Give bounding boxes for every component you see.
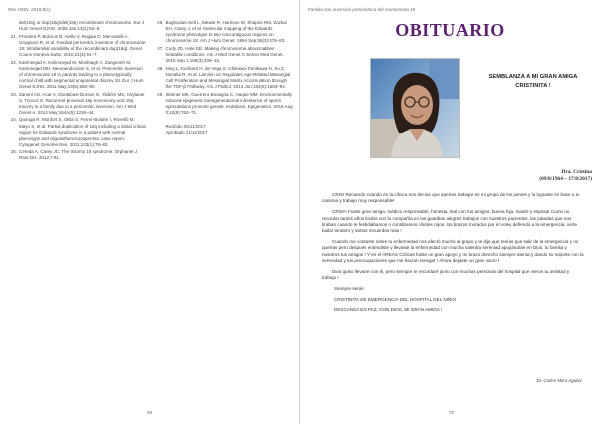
reference-item [8, 60, 147, 90]
reference-text: Prontera P, Bolcinis B, Aiello V, Rogaia D, Mencarelli A, Gruppioni R, et al. Familial pericentric inversion of chromosome 18: Intrafamilial variability of the recombinant dup(18q). Genet Couns Geneva Switz. 2010;21(1):91–7. [19, 33, 146, 57]
reference-item [8, 117, 147, 147]
references-columns [8, 20, 293, 163]
reference-item [8, 149, 147, 161]
received-date: Recibido 06/11/2017 [165, 123, 206, 129]
reference-text: Boghosian-Sell L, Mewar R, Harrison W, Shapiro RM, Zackai EH, Carey J, et al. Molecular mapping of the Edwards syndrome phenotype to two noncontiguous regions on chromosome 18. Am J Hum Genet. 1994 Sep;55(3):476–83. [165, 20, 287, 44]
obituary-body [322, 192, 584, 317]
reference-number [8, 20, 17, 32]
reference-number: 29. [157, 91, 164, 97]
left-page-number: 69 [147, 410, 153, 415]
reference-text: Zanoni AG, Acar A, Durakbasi-Dursun G, Yildirim MS, Ceylaner S, Tuncez E. Recurrent proximal 18p monosomy and 18q trisomy in a family due to a pericentric inversion. Am J Med Genet A. 2014 May;164A(5):1236–44. [19, 91, 145, 115]
reference-number: 22. [10, 59, 17, 65]
reference-number: 23. [10, 91, 17, 97]
reference-item [8, 20, 147, 32]
closing-line: Siempre serás [334, 286, 364, 292]
right-running-head: Familia con inversión pericéntrica del cromosoma 18 [308, 7, 416, 12]
reference-item [8, 92, 147, 116]
accepted-date: Aprobado 21/11/2017 [165, 129, 208, 135]
obituary-title: OBITUARIO [395, 20, 505, 40]
reference-item [155, 46, 294, 64]
reference-text: Cody JD, Hale DE. Making chromosome abnormalities treatable conditions. Am J Med Genet C Semin Med Genet. 2015 Sep 1;169(3):209–15. [165, 45, 284, 64]
body-paragraph: CRIS!!! Fuiste gran amiga, médico responsable, honesta, leal con tus amigos, buena hija, madre y esposa! Como no recordar tantos años lindos con tu compañía en las guardias alegres trabajos con nuestros pacientes, las patadas que nos tiraban cuando te festidiábamos o contábamos chistes rojos, los brazos morados por el voley defiendo a la emergencia, verte bailar tondero y tantos recuerdos más ! [322, 209, 578, 234]
reference-text: Ning L, Kurihara H, de Vega S, Ichikawa-Tomikawa N, Xu Z, Nonaka R, et al. Laminin α1 Regulates Age-Related Mesangial Cell Proliferation and Mesangial Matrix Accumulation through the TGF-β Pathway. Am J Pathol. 2014 Jun;184(6):1683–94. [165, 65, 291, 89]
reference-text: Karimnejad A, Karimnejad M, Moshtagh A, Zangeneh M, Karimnejad MH. Neuroendocrine S, et al. Pericentric inversion of chromosome 18 in parents leading to a phenotypically normal child with segmental uniparental disomy 18. Eur J Hum Genet EJHG. 2011 May;19(5):555–60. [19, 59, 144, 89]
reference-number: 24. [10, 117, 17, 123]
reference-item [155, 20, 294, 44]
references-column-1 [8, 20, 147, 163]
right-page-number: 70 [449, 410, 455, 415]
name-line: Dra. Cristina [561, 169, 592, 175]
reference-number: 27. [157, 45, 164, 51]
reference-text: Skinner MK, Guerrero-Bosagna C, Haque MM. Environmentally induced epigenetic transgenerational inheritance of sperm epimutations promote genetic mutations. Epigenetics. 2015 Aug 3;10(8):762–71. [165, 91, 293, 115]
left-running-head: Rev HSIN. 2018;8(1) [8, 7, 51, 12]
portrait-photo [370, 58, 460, 158]
deceased-name [300, 169, 592, 183]
reference-text: Cereda A, Carey JC. The trisomy 18 syndrome. Orphanet J Rare Dis. 2012;7:81. [19, 149, 137, 161]
closing-line: CRISTINITA DE EMERGENCIA DEL HOSPITAL DEL NIÑO! [334, 296, 457, 302]
reference-number: 26. [157, 20, 164, 25]
body-paragraph: Dios quiso llevarte con él, pero siempre te recordaré junto con muchas personas del hospital que vieron tu amistad y trabajo ! [322, 269, 570, 281]
author-signature: Dr. Carlos Mora Aguilar [536, 378, 582, 383]
reference-item [155, 92, 294, 116]
body-paragraph: CRIS! Recuerdo cuando en la clínica nos decías que querías trabajar en mi grupo de los jueves y lo lograste en base a tu carisma y trabajo muy responsable! [322, 192, 580, 204]
reference-item [8, 34, 147, 58]
reference-number: 25. [10, 149, 17, 155]
reference-number: 28. [157, 65, 164, 71]
reference-number: 21. [10, 33, 17, 39]
article-dates [155, 124, 294, 136]
reference-text: del(18q) or dup(18q)/del(18p) recombinant chromosome. Eur J Hum Genet EJHG. 2005 Jan;13(1):52–8. [19, 20, 145, 32]
obituary-subtitle: SEMBLANZA A MI GRAN AMIGA CRISTINITA ! [488, 74, 578, 89]
reference-item [155, 66, 294, 90]
lifespan-dates: (09/8/1964 – 17/8/2017) [539, 176, 592, 182]
right-page [300, 0, 600, 424]
body-paragraph: Cuando me contaste sobre tu enfermedad nos afectó mucho al grupo y te dije que tenías que salir de la emergencia y no querías pero después entendiste y llevaste la enfermedad con mucha valentía sereniad apoyándote en Dios, tu familia y nosotros tus amigos ! Y en el ÁREAS Críticas fuiste un gran apoyo y mi brazo derecho siempre atenta y dando su soporte con la serenidad y tus preocupaciones que me hacían renegar ! Ahora dejaste un gran vacío ! [322, 239, 584, 263]
reference-text: Quiroga R, Monfort S, Oltra S, Ferrer-Bolufer I, Roselló M, Mayo S, et al. Partial duplication of 18q including a distal critical region for Edwards syndrome in a patient with normal phenotype and oligoasthenozoospermia: case report. Cytogenet Genome Res. 2011;133(1):78–83. [19, 117, 146, 147]
references-column-2 [155, 20, 294, 163]
closing-line: DESCANSA EN PAZ, CON DIOS, MI GRAN AMIGA ! [334, 306, 443, 312]
